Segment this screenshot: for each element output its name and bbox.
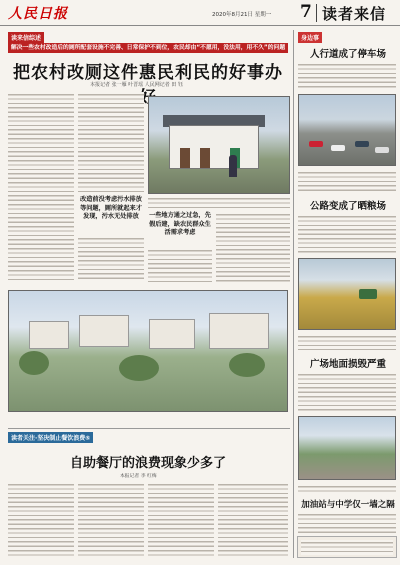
article-column-2b (78, 236, 144, 282)
building-shape (29, 321, 69, 349)
article-column-4 (216, 212, 290, 282)
door-shape (200, 148, 210, 168)
side-story-3-caption (298, 484, 396, 494)
page-number: 7 (300, 2, 312, 22)
pullquote-2: 一些地方通之过急，先假后建，缺农民群众生活需求考虑 (149, 212, 211, 236)
tree-shape (229, 353, 265, 377)
side-story-1-text (298, 62, 396, 90)
main-headline: 把农村改厕这件惠民利民的好事办 (13, 63, 283, 83)
editor-note-text (301, 540, 393, 555)
building-shape (149, 319, 195, 349)
photo-caption (148, 196, 290, 208)
side-story-3-text (298, 372, 396, 412)
masthead (0, 0, 400, 26)
car-shape (331, 145, 345, 151)
village-photo (8, 290, 288, 412)
article-column-1 (8, 92, 74, 282)
grain-road-photo (298, 258, 396, 330)
bottom-column-4 (218, 482, 288, 558)
bottom-column-1 (8, 482, 74, 558)
bottom-column-3 (148, 482, 214, 558)
side-story-1-title: 人行道成了停车场 (309, 49, 386, 60)
bottom-rule (8, 428, 290, 429)
main-section-tag: 读来信综述 (8, 32, 44, 43)
side-section-tag: 身边事 (298, 32, 322, 43)
masthead-divider (316, 4, 317, 22)
side-story-4-title: 加油站与中学仅一墙之隔 (301, 500, 395, 510)
article-column-2a (78, 92, 144, 192)
building-shape (209, 313, 269, 349)
house-shape (169, 125, 259, 169)
parking-photo (298, 94, 396, 166)
car-shape (375, 147, 389, 153)
side-story-1-caption (298, 170, 396, 192)
column-divider (293, 30, 294, 558)
main-byline: 本报记者 张一雁 叶晋瑶 人民网记者 田 钰 (90, 82, 183, 88)
section-title: 读者来信 (322, 5, 387, 23)
bottom-byline: 本报记者 李 红梅 (120, 474, 157, 479)
lead-text: 解决一些农村改造后的厕所配套设施不完善、日常保护不到位，农民却由“不愿用，没法用，用不久”的问题 (10, 45, 286, 51)
bottom-headline: 自助餐厅的浪费现象少多了 (69, 456, 226, 471)
truck-shape (359, 289, 377, 299)
tree-shape (19, 351, 49, 375)
lead-banner (8, 43, 288, 53)
person-figure (229, 155, 237, 177)
side-story-2-text (298, 214, 396, 254)
door-shape (180, 148, 190, 168)
pullquote-1: 改造前没考虑污水排放等问题，厕所就起来才发现，污水无处排放 (80, 196, 142, 220)
side-story-3-title: 广场地面损毁严重 (309, 359, 386, 370)
newspaper-logo: 人民日报 (8, 6, 68, 22)
bottom-column-2 (78, 482, 144, 558)
toilet-house-photo (148, 96, 290, 194)
article-column-3 (148, 248, 212, 282)
side-story-4-text (298, 512, 396, 534)
issue-date: 2020年8月21日 星期一 (212, 12, 272, 18)
plaza-photo (298, 416, 396, 480)
tree-shape (119, 355, 159, 381)
side-story-2-title: 公路变成了晒粮场 (309, 201, 386, 212)
building-shape (79, 315, 129, 347)
side-story-2-caption (298, 334, 396, 350)
bottom-section-tag: 读者关注·坚决制止餐饮浪费⑤ (8, 432, 93, 443)
editor-note-box (297, 536, 397, 558)
car-shape (309, 141, 323, 147)
car-shape (355, 141, 369, 147)
